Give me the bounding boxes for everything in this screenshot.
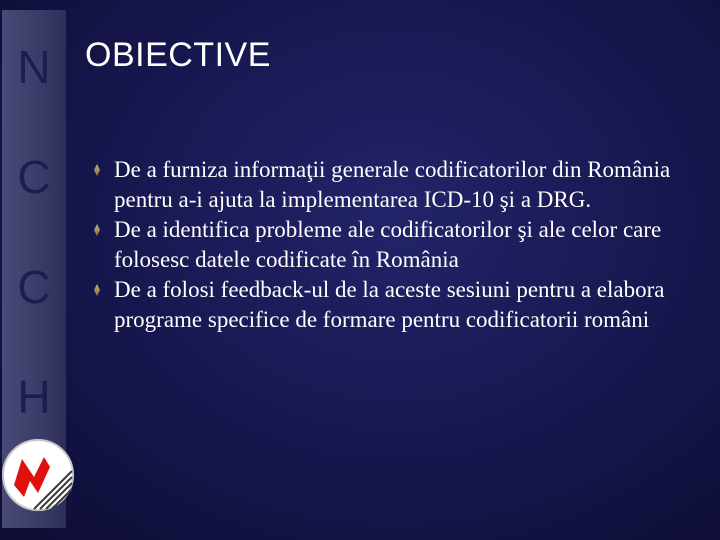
diamond-bullet-icon xyxy=(94,164,100,176)
logo-icon xyxy=(0,437,76,513)
slide-title: OBIECTIVE xyxy=(85,36,271,74)
objectives-list xyxy=(100,155,700,335)
list-item xyxy=(100,155,700,215)
bullet-text: De a furniza informaţii generale codificatorilor din România pentru a-i ajuta la implementarea ICD-10 şi a DRG. xyxy=(114,157,671,212)
list-item xyxy=(100,215,700,275)
bullet-text: De a identifica probleme ale codificatorilor şi ale celor care folosesc datele codificate în România xyxy=(114,217,662,272)
diamond-bullet-icon xyxy=(94,224,100,236)
diamond-bullet-icon xyxy=(94,284,100,296)
sidebar-letter-h: H xyxy=(17,371,51,423)
sidebar-letter-c-2: C xyxy=(17,261,51,313)
sidebar-letter-c: C xyxy=(17,151,51,203)
list-item xyxy=(100,275,700,335)
bullet-text: De a folosi feedback-ul de la aceste sesiuni pentru a elabora programe specifice de formare pentru codificatorii români xyxy=(114,277,665,332)
sidebar-letter-n: N xyxy=(17,41,51,93)
